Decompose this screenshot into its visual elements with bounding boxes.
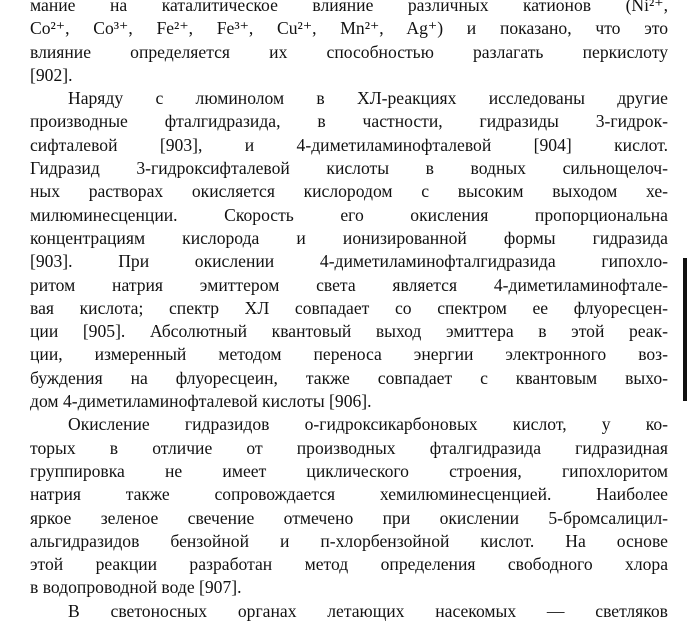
text-line: яркое зеленое свечение отмечено при окислении 5-бромсалицил- bbox=[30, 507, 668, 528]
paragraph-luminol-derivatives bbox=[30, 87, 668, 413]
paragraph-catalytic-cations bbox=[30, 0, 668, 87]
text-line: Наряду с люминолом в ХЛ-реакциях исследованы другие bbox=[68, 88, 668, 109]
text-line: [903]. При окислении 4-диметиламинофталгидразида гипохло- bbox=[30, 251, 668, 272]
text-line: альгидразидов бензойной и п-хлорбензойной кислот. На основе bbox=[30, 530, 668, 551]
text-line: сифталевой [903], и 4-диметиламинофталевой [904] кислот. bbox=[30, 134, 668, 155]
text-line: натрия также сопровождается хемилюминесценцией. Наиболее bbox=[30, 484, 668, 505]
text-line: концентрациям кислорода и ионизированной формы гидразида bbox=[30, 227, 668, 248]
text-line: [902]. bbox=[30, 64, 73, 85]
text-line: Окисление гидразидов о-гидроксикарбоновых кислот, у ко- bbox=[68, 414, 668, 435]
text-line: Гидразид 3-гидроксифталевой кислоты в водных сильнощелоч- bbox=[30, 158, 668, 179]
margin-scan-mark bbox=[683, 258, 687, 401]
paragraph-hydrazide-oxidation bbox=[30, 413, 668, 599]
text-line: ции, измеренный методом переноса энергии электронного воз- bbox=[30, 344, 668, 365]
page-text bbox=[30, 0, 668, 623]
text-line: ритом натрия эмиттером света является 4-диметиламинофтале- bbox=[30, 274, 668, 295]
text-line: производные фталгидразида, в частности, гидразиды 3-гидрок- bbox=[30, 111, 668, 132]
text-line: влияние определяется их способностью разлагать перкислоту bbox=[30, 41, 668, 62]
text-line: дом 4-диметиламинофталевой кислоты [906]. bbox=[30, 391, 372, 412]
text-line: В светоносных органах летающих насекомых — светляков bbox=[68, 600, 668, 621]
text-line: этой реакции разработан метод определения свободного хлора bbox=[30, 554, 668, 575]
text-line: милюминесценции. Скорость его окисления пропорциональна bbox=[30, 204, 668, 225]
text-line: мание на каталитическое влияние различных катионов (Ni²⁺, bbox=[30, 0, 668, 15]
text-line: торых в отличие от производных фталгидразида гидразидная bbox=[30, 437, 668, 458]
text-line: в водопроводной воде [907]. bbox=[30, 577, 242, 598]
text-line: Co²⁺, Co³⁺, Fe²⁺, Fe³⁺, Cu²⁺, Mn²⁺, Ag⁺) и показано, что это bbox=[30, 18, 668, 39]
text-line: группировка не имеет циклического строения, гипохлоритом bbox=[30, 460, 668, 481]
text-line: буждения на флуоресцеин, также совпадает с квантовым выхо- bbox=[30, 367, 668, 388]
text-line: вая кислота; спектр ХЛ совпадает со спектром ее флуоресцен- bbox=[30, 297, 668, 318]
text-line: ции [905]. Абсолютный квантовый выход эмиттера в этой реак- bbox=[30, 321, 668, 342]
text-line: ных растворах окисляется кислородом с высоким выходом хе- bbox=[30, 181, 668, 202]
paragraph-fireflies bbox=[30, 600, 668, 623]
